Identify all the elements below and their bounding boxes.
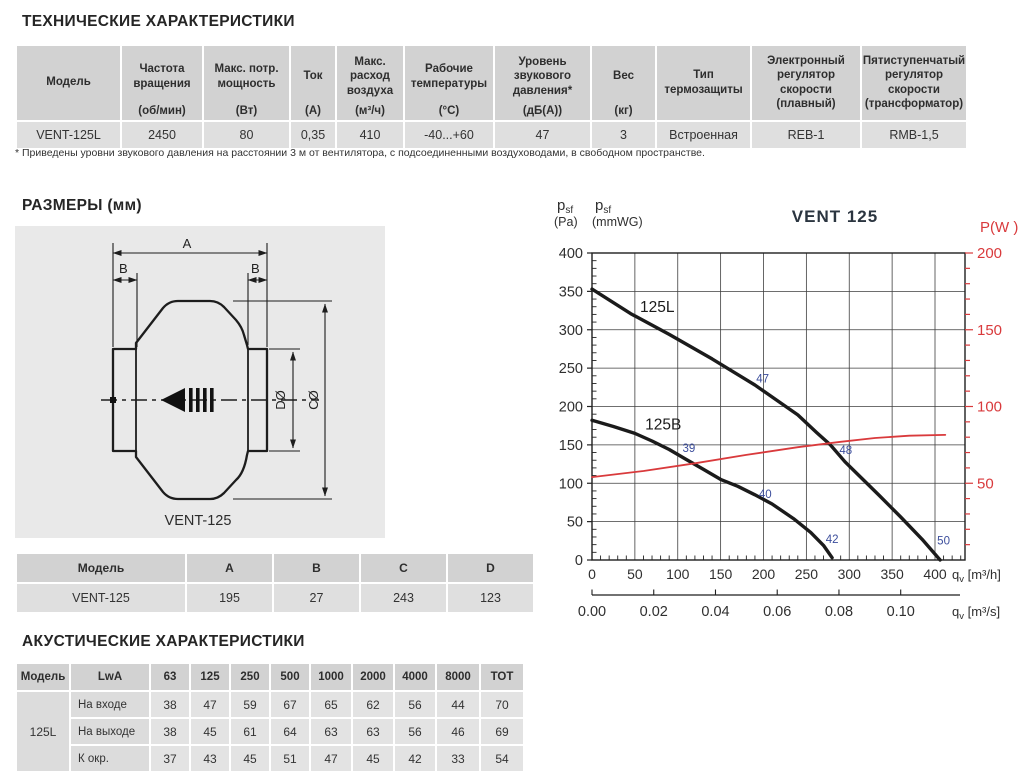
acoustic-column-header: LwA [71,664,149,690]
spec-header-name: Электронный регулятор скорости (плавный) [767,55,845,110]
spec-cell: -40...+60 [405,122,493,148]
x-tick-label: 250 [794,566,819,582]
spec-header-name: Тип термозащиты [664,69,743,96]
spec-column-header [122,46,202,120]
acoustic-column-header: TOT [481,664,523,690]
point-label: 39 [682,442,696,455]
acoustic-value-cell: 51 [271,746,309,771]
spec-cell: RMB-1,5 [862,122,966,148]
spec-header-name: Вес [613,70,634,83]
dim-cell: 27 [274,584,359,612]
spec-header-unit: (А) [305,105,321,117]
acoustic-value-cell: 44 [437,692,479,717]
acoustic-value-cell: 47 [311,746,351,771]
spec-header-unit [862,117,966,120]
spec-header-wrap [862,46,966,120]
spec-column-header [592,46,655,120]
spec-column-header [405,46,493,120]
x-tick-label: 0 [588,566,596,582]
dimensions-title: РАЗМЕРЫ (мм) [22,197,142,214]
y-left-tick-label: 250 [558,361,583,378]
acoustic-value-cell: 43 [191,746,229,771]
spec-cell: 80 [204,122,289,148]
spec-header-name: Частота вращения [133,63,191,90]
y-left-tick-label: 350 [558,284,583,301]
dim-label-b-left: B [119,261,128,276]
acoustic-value-cell: 70 [481,692,523,717]
x-tick-label: 350 [880,566,904,582]
x2-axis-title: $q_v$ [m³/s] [952,604,1001,622]
dim-label-a: A [182,236,192,251]
x2-tick-label: 0.10 [886,604,915,620]
x-tick-label: 300 [837,566,861,582]
y-left-tick-label: 400 [558,246,583,262]
spec-header-wrap [17,46,120,120]
spec-column-header [204,46,289,120]
acoustic-row-label: На выходе [71,719,149,744]
chart-title: VENT 125 [791,207,879,226]
point-label: 42 [825,534,839,547]
y-left-tick-label: 50 [566,514,583,531]
y-right-axis-title: P(W ) [980,219,1019,236]
x2-tick-label: 0.00 [577,604,607,620]
y-axis-unit-header: (mmWG) [592,215,643,229]
acoustic-model-cell: 125L [17,692,69,771]
dim-column-header: C [361,554,446,582]
spec-cell: VENT-125L [17,122,120,148]
spec-header-wrap [592,46,655,120]
dim-label-c: CØ [306,390,321,410]
tech-specs-title: ТЕХНИЧЕСКИЕ ХАРАКТЕРИСТИКИ [22,13,295,30]
center-line-mark [110,397,116,403]
spec-column-header [495,46,590,120]
acoustic-value-cell: 33 [437,746,479,771]
spec-cell: 3 [592,122,655,148]
tech-specs-header-row [17,46,966,120]
acoustics-title: АКУСТИЧЕСКИЕ ХАРАКТЕРИСТИКИ [22,633,305,650]
spec-header-wrap [657,46,750,120]
spec-header-name: Макс. расход воздуха [346,56,394,97]
y-right-tick-label: 200 [977,245,1003,262]
spec-cell: REB-1 [752,122,860,148]
dim-label-d: DØ [273,390,288,410]
spec-column-header [657,46,750,120]
performance-chart-svg [540,195,1035,625]
y-left-tick-label: 0 [574,553,583,569]
dim-column-header: Модель [17,554,185,582]
acoustic-value-cell: 47 [191,692,229,717]
spec-header-unit: (кг) [614,105,633,117]
acoustic-value-cell: 54 [481,746,523,771]
acoustic-value-cell: 45 [191,719,229,744]
spec-column-header [291,46,335,120]
acoustic-data-row [17,746,523,771]
acoustic-value-cell: 56 [395,719,435,744]
dimension-drawing-panel [15,226,385,538]
series-label-125L: 125L [640,299,675,317]
x-tick-label: 400 [923,566,947,582]
spec-header-wrap [405,46,493,120]
series-label-125B: 125B [645,416,682,434]
dim-cell: 243 [361,584,446,612]
spec-header-name: Макс. потр. мощность [214,63,279,90]
dimensions-header-row [17,554,533,582]
spec-header-unit [657,117,750,120]
acoustic-value-cell: 45 [231,746,269,771]
acoustic-column-header: 63 [151,664,189,690]
x-tick-label: 200 [751,566,776,582]
y-axis-unit-header: (Pa) [554,215,578,229]
acoustic-value-cell: 45 [353,746,393,771]
spec-header-name: Ток [303,70,323,83]
acoustic-value-cell: 56 [395,692,435,717]
spec-header-name: Модель [46,76,91,89]
point-label: 48 [839,445,853,458]
acoustic-value-cell: 38 [151,692,189,717]
acoustic-value-cell: 65 [311,692,351,717]
spec-header-wrap [337,46,403,120]
acoustic-row-label: К окр. [71,746,149,771]
y-left-tick-label: 100 [558,476,583,493]
y-left-tick-label: 300 [558,322,583,339]
acoustic-column-header: 500 [271,664,309,690]
acoustic-value-cell: 62 [353,692,393,717]
point-label: 50 [937,535,950,548]
acoustic-value-cell: 38 [151,719,189,744]
spec-header-name: Пятиступенчатый регулятор скорости (трансформатор) [862,55,966,110]
acoustics-table [15,662,525,773]
acoustics-header-row [17,664,523,690]
acoustic-data-row [17,692,523,717]
acoustic-column-header: 1000 [311,664,351,690]
airflow-arrow-icon [161,388,185,412]
y-right-tick-label: 150 [977,321,1003,339]
dimension-drawing [15,226,385,538]
acoustic-value-cell: 37 [151,746,189,771]
dim-label-b-right: B [251,261,260,276]
spec-header-wrap [495,46,590,120]
spec-header-name: Уровень звукового давления* [512,56,573,97]
acoustic-data-row [17,719,523,744]
spec-header-name: Рабочие температуры [410,63,488,90]
spec-column-header [752,46,860,120]
x2-tick-label: 0.08 [824,604,854,620]
dim-cell: 123 [448,584,533,612]
acoustic-value-cell: 61 [231,719,269,744]
performance-chart [540,195,1035,625]
x-axis-title: $q_v$ [m³/h] [952,567,1001,585]
acoustic-column-header: 8000 [437,664,479,690]
acoustic-value-cell: 69 [481,719,523,744]
acoustic-value-cell: 46 [437,719,479,744]
spec-column-header [862,46,966,120]
spec-column-header [17,46,120,120]
spec-cell: 0,35 [291,122,335,148]
y-left-tick-label: 150 [558,437,583,454]
x-tick-label: 50 [627,566,643,582]
point-label: 47 [756,373,770,386]
spec-header-unit: (Вт) [235,105,258,117]
spec-header-unit: (м³/ч) [355,105,385,117]
dim-cell: VENT-125 [17,584,185,612]
x2-tick-label: 0.06 [763,604,792,620]
spec-header-wrap [204,46,289,120]
y-axis-unit-header: $p_{sf}$ [595,197,612,216]
acoustic-column-header: 4000 [395,664,435,690]
dim-column-header: A [187,554,272,582]
acoustic-column-header: 125 [191,664,229,690]
x-tick-label: 100 [666,566,690,582]
spec-header-unit [17,117,120,120]
tech-specs-data-row [17,122,966,148]
dim-column-header: D [448,554,533,582]
acoustic-value-cell: 63 [353,719,393,744]
spec-header-unit [752,117,860,120]
acoustic-row-label: На входе [71,692,149,717]
acoustic-value-cell: 67 [271,692,309,717]
spec-header-unit: (об/мин) [138,105,186,117]
spec-header-unit: (°С) [438,105,460,117]
spec-header-wrap [752,46,860,120]
dim-column-header: B [274,554,359,582]
acoustic-value-cell: 63 [311,719,351,744]
spec-header-wrap [291,46,335,120]
x-tick-label: 150 [708,566,733,582]
spec-header-wrap [122,46,202,120]
y-axis-unit-header: $p_{sf}$ [557,197,574,216]
spec-cell: Встроенная [657,122,750,148]
x2-tick-label: 0.02 [639,604,668,620]
spec-column-header [337,46,403,120]
drawing-caption: VENT-125 [164,513,232,529]
spec-header-unit: (дБ(А)) [522,105,563,117]
sound-pressure-footnote: * Приведены уровни звукового давления на расстоянии 3 м от вентилятора, с подсоединенными воздуховодами, в свободном пространстве. [15,147,705,159]
x2-tick-label: 0.04 [701,604,730,620]
point-label: 40 [758,488,772,501]
series-125B [592,420,832,557]
spec-cell: 410 [337,122,403,148]
y-right-tick-label: 100 [977,398,1003,416]
acoustic-model-header: Модель [17,664,69,690]
spec-cell: 47 [495,122,590,148]
dimensions-table [15,552,535,614]
acoustic-column-header: 250 [231,664,269,690]
tech-specs-table [15,44,968,150]
dimensions-data-row [17,584,533,612]
dim-cell: 195 [187,584,272,612]
acoustic-value-cell: 59 [231,692,269,717]
y-right-tick-label: 50 [977,475,994,493]
spec-cell: 2450 [122,122,202,148]
y-left-tick-label: 200 [558,399,583,416]
acoustic-column-header: 2000 [353,664,393,690]
acoustic-value-cell: 64 [271,719,309,744]
acoustic-value-cell: 42 [395,746,435,771]
